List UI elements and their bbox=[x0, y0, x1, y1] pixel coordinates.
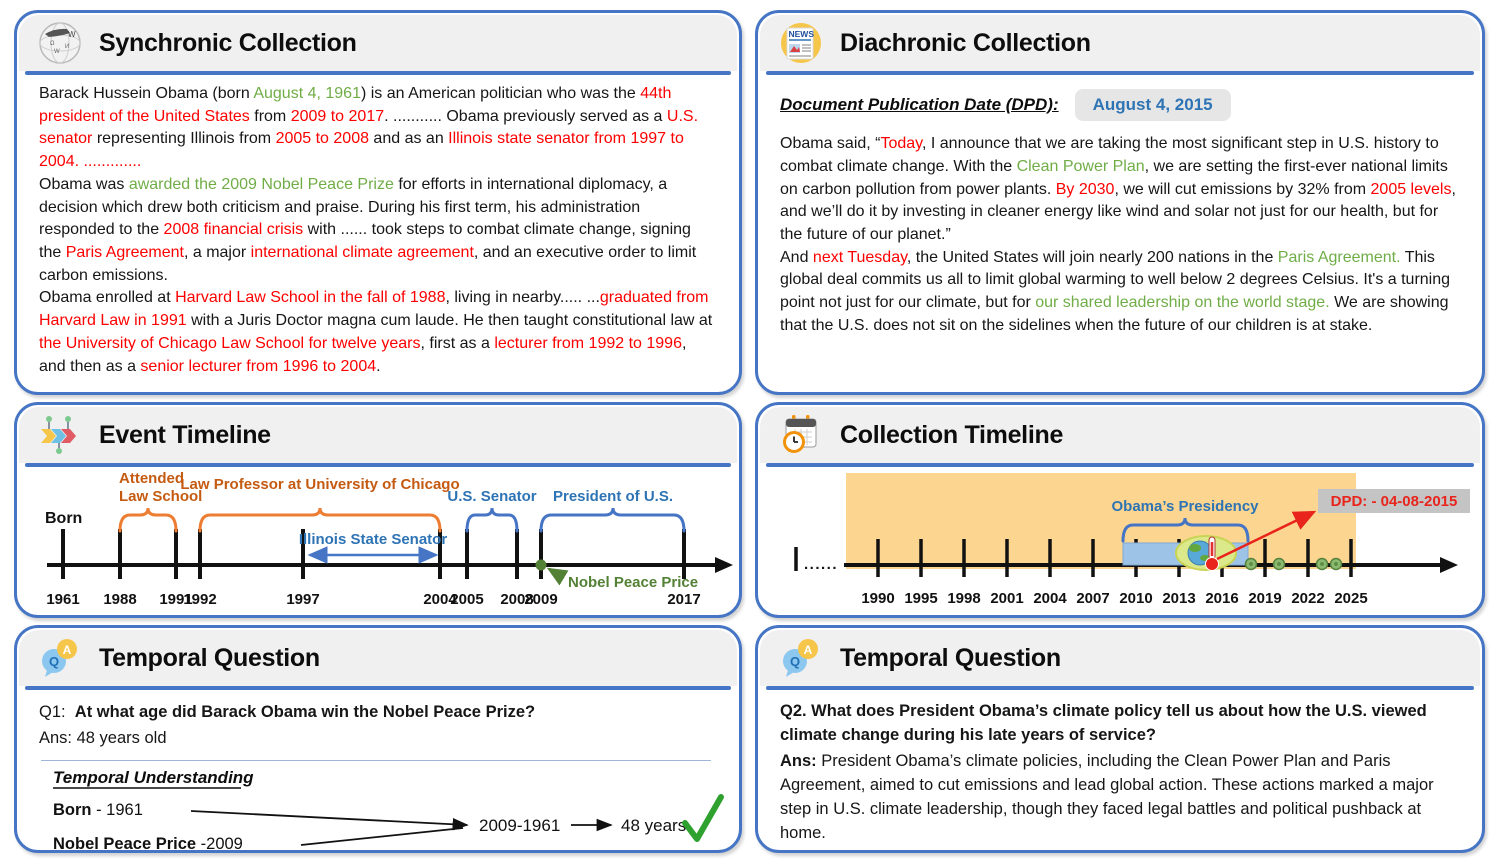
q1-question-text: At what age did Barack Obama win the Nobel Peace Prize? bbox=[74, 703, 536, 721]
reasoning-arrow bbox=[191, 811, 467, 825]
q2-answer bbox=[780, 750, 1460, 846]
year-tick-label: 1992 bbox=[183, 591, 217, 608]
wiki-letter: W bbox=[68, 30, 76, 39]
illinois-senator-label: Illinois State Senator bbox=[298, 531, 448, 548]
panel-title: Temporal Question bbox=[99, 643, 320, 672]
synchronic-text bbox=[17, 75, 739, 384]
synchronic-paragraph: Barack Hussein Obama (born August 4, 1961) is an American politician who was the 44th president of the United States from 2009 to 2017. ........... Obama previously served as a U.S. senator representing Illinois from 2005 to 2008 and as an Illinois state senator from 1997 to 2004. ............. bbox=[39, 85, 699, 171]
year-tick-label: 1961 bbox=[46, 591, 80, 608]
axis-arrowhead bbox=[715, 557, 733, 573]
panel-collection-timeline bbox=[755, 402, 1485, 618]
year-tick-label: 2013 bbox=[1162, 590, 1196, 607]
year-tick-label: 2009 bbox=[524, 591, 558, 608]
year-tick-label: 2010 bbox=[1119, 590, 1153, 607]
axis-ellipsis: ...... bbox=[804, 556, 839, 573]
q1-label: Q1: bbox=[39, 703, 66, 721]
year-tick-label: 2017 bbox=[667, 591, 701, 608]
event-timeline-figure bbox=[17, 467, 739, 615]
dpd-label: Document Publication Date (DPD): bbox=[780, 95, 1059, 114]
year-tick-label: 2025 bbox=[1334, 590, 1368, 607]
nobel-label: Nobel Peace Price bbox=[568, 574, 699, 591]
us-senator-span bbox=[447, 488, 536, 531]
a-bubble-letter: A bbox=[62, 643, 72, 657]
question-answer-icon bbox=[778, 635, 824, 681]
year-tick-label: 2005 bbox=[450, 591, 484, 608]
year-tick-label: 1995 bbox=[904, 590, 938, 607]
year-tick-label: 2019 bbox=[1248, 590, 1282, 607]
fact-nobel bbox=[53, 835, 243, 853]
blue-brace bbox=[467, 508, 517, 531]
year-tick-label: 1990 bbox=[861, 590, 895, 607]
temporal-question-2-header bbox=[760, 630, 1480, 686]
wikipedia-globe-icon bbox=[37, 20, 83, 66]
diachronic-text bbox=[758, 75, 1482, 344]
temporal-question-1-header bbox=[19, 630, 737, 686]
fact-nobel-key: Nobel Peace Price bbox=[53, 834, 197, 853]
diachronic-paragraph: And next Tuesday, the United States will join nearly 200 nations in the Paris Agreement. This global deal commits us all to limit global warming to well below 2 degrees Celsius. It's a turning point not just for our climate, but for our shared leadership on the world stage. We are showing that the U.S. does not sit on the sidelines when the future of our children is at stake. bbox=[780, 248, 1451, 334]
event-timeline-header bbox=[19, 407, 737, 463]
check-icon bbox=[685, 797, 721, 839]
temporal-understanding-figure bbox=[39, 763, 729, 853]
year-tick-label: 1991 bbox=[159, 591, 193, 608]
dpd-row bbox=[780, 89, 1460, 121]
section-divider bbox=[41, 760, 711, 761]
attended-label-line2: Law School bbox=[119, 488, 203, 505]
temporal-understanding-heading: Temporal Understanding bbox=[53, 767, 254, 787]
q2-answer-label: Ans: bbox=[780, 751, 817, 770]
year-tick-label: 2016 bbox=[1205, 590, 1239, 607]
wiki-glyph: W bbox=[54, 49, 60, 55]
timeline-axis bbox=[47, 557, 733, 573]
dpd-callout-label: DPD: - 04-08-2015 bbox=[1330, 493, 1458, 510]
dpd-pin bbox=[1206, 558, 1219, 571]
year-tick-label: 1988 bbox=[103, 591, 137, 608]
presidency-label: Obama’s Presidency bbox=[1111, 498, 1259, 515]
calendar-clock-icon bbox=[778, 412, 824, 458]
q-bubble-letter: Q bbox=[789, 654, 801, 669]
q1-answer-label: Ans: bbox=[39, 729, 73, 748]
us-senator-label: U.S. Senator bbox=[447, 488, 537, 505]
illinois-senator-span bbox=[299, 531, 448, 555]
synchronic-paragraph: Obama enrolled at Harvard Law School in the fall of 1988, living in nearby..... ...graduated from Harvard Law in 1991 with a Juris Doctor magna cum laude. He then taught constitutional law at the University of Chicago Law School for twelve years, first as a lecturer from 1992 to 1996, and then as a senior lecturer from 1996 to 2004. bbox=[39, 289, 713, 375]
year-tick-label: 2007 bbox=[1076, 590, 1110, 607]
year-tick-labels bbox=[861, 590, 1367, 607]
synchronic-paragraph: Obama was awarded the 2009 Nobel Peace Prize for efforts in international diplomacy, a decision which drew both criticism and praise. During his first term, his administration responded to the 2008 financial crisis with ...... took steps to combat climate change, signing the Paris Agreement, a major international climate agreement, and an executive order to limit carbon emissions. bbox=[39, 175, 697, 284]
q1-answer-line bbox=[39, 727, 717, 750]
blue-brace bbox=[541, 508, 684, 531]
year-tick-label: 1997 bbox=[286, 591, 320, 608]
a-bubble-letter: A bbox=[803, 643, 813, 657]
collection-timeline-figure bbox=[758, 467, 1482, 615]
year-tick-labels bbox=[46, 591, 700, 608]
question-answer-icon bbox=[37, 635, 83, 681]
event-timeline-icon bbox=[37, 412, 83, 458]
q-bubble-letter: Q bbox=[48, 654, 60, 669]
q1-answer-text: 48 years old bbox=[76, 729, 167, 748]
q2-body bbox=[758, 690, 1482, 852]
panel-title: Synchronic Collection bbox=[99, 28, 357, 57]
year-tick-label: 2001 bbox=[990, 590, 1024, 607]
panel-title: Temporal Question bbox=[840, 643, 1061, 672]
attended-label-line1: Attended bbox=[119, 470, 184, 487]
dpd-callout bbox=[1318, 489, 1470, 513]
result-text: 48 years bbox=[621, 815, 687, 835]
year-tick-label: 2008 bbox=[500, 591, 534, 608]
diachronic-header bbox=[760, 15, 1480, 71]
nobel-dot bbox=[536, 560, 547, 571]
collection-timeline-header bbox=[760, 407, 1480, 463]
year-tick-label: 2004 bbox=[1033, 590, 1067, 607]
law-professor-label: Law Professor at University of Chicago bbox=[180, 476, 460, 493]
q1-question-line bbox=[39, 701, 717, 724]
reasoning-arrow bbox=[301, 828, 463, 845]
born-label: Born bbox=[45, 510, 83, 527]
panel-title: Collection Timeline bbox=[840, 420, 1064, 449]
panel-diachronic-collection bbox=[755, 10, 1485, 395]
panel-title: Diachronic Collection bbox=[840, 28, 1091, 57]
calculation-text: 2009-1961 bbox=[479, 815, 561, 835]
orange-brace bbox=[120, 508, 176, 531]
president-label: President of U.S. bbox=[552, 488, 674, 505]
fact-born-value: - 1961 bbox=[91, 800, 143, 819]
president-span bbox=[541, 488, 684, 531]
wiki-glyph: И bbox=[65, 44, 70, 50]
year-tick-label: 2022 bbox=[1291, 590, 1325, 607]
axis-arrowhead bbox=[1440, 557, 1458, 573]
panel-synchronic-collection bbox=[14, 10, 742, 395]
orange-brace bbox=[200, 508, 440, 531]
nobel-arrow bbox=[549, 569, 564, 578]
dpd-date-badge: August 4, 2015 bbox=[1075, 89, 1231, 121]
panel-temporal-question-2 bbox=[755, 625, 1485, 853]
q1-body bbox=[17, 690, 739, 853]
q2-question-text: Q2. What does President Obama’s climate policy tell us about how the U.S. viewed climate change during his late years of service? bbox=[780, 702, 1427, 744]
fact-nobel-value: -2009 bbox=[196, 834, 243, 853]
year-tick-label: 2004 bbox=[423, 591, 457, 608]
panel-temporal-question-1 bbox=[14, 625, 742, 853]
fact-born bbox=[53, 801, 143, 819]
fact-born-key: Born bbox=[53, 800, 92, 819]
panel-event-timeline bbox=[14, 402, 742, 618]
law-professor-span bbox=[180, 476, 459, 531]
synchronic-header bbox=[19, 15, 737, 71]
news-icon bbox=[778, 20, 824, 66]
diachronic-paragraph: Obama said, “Today, I announce that we are taking the most significant step in U.S. history to combat climate change. With the Clean Power Plan, we are setting the first-ever national limits on carbon pollution from power plants. By 2030, we will cut emissions by 32% from 2005 levels, and we’ll do it by investing in cleaner energy like wind and solar not just for our health, but for the future of our planet.” bbox=[780, 135, 1456, 243]
year-tick-label: 1998 bbox=[947, 590, 981, 607]
news-label: NEWS bbox=[788, 29, 814, 39]
wiki-glyph: Ω bbox=[50, 41, 55, 47]
q2-answer-text: President Obama’s climate policies, including the Clean Power Plan and Paris Agreement, aimed to cut emissions and lead global action. These actions marked a major step in U.S. climate leadership, though they faced legal battles and political pushback at home. bbox=[780, 751, 1434, 842]
panel-title: Event Timeline bbox=[99, 420, 271, 449]
